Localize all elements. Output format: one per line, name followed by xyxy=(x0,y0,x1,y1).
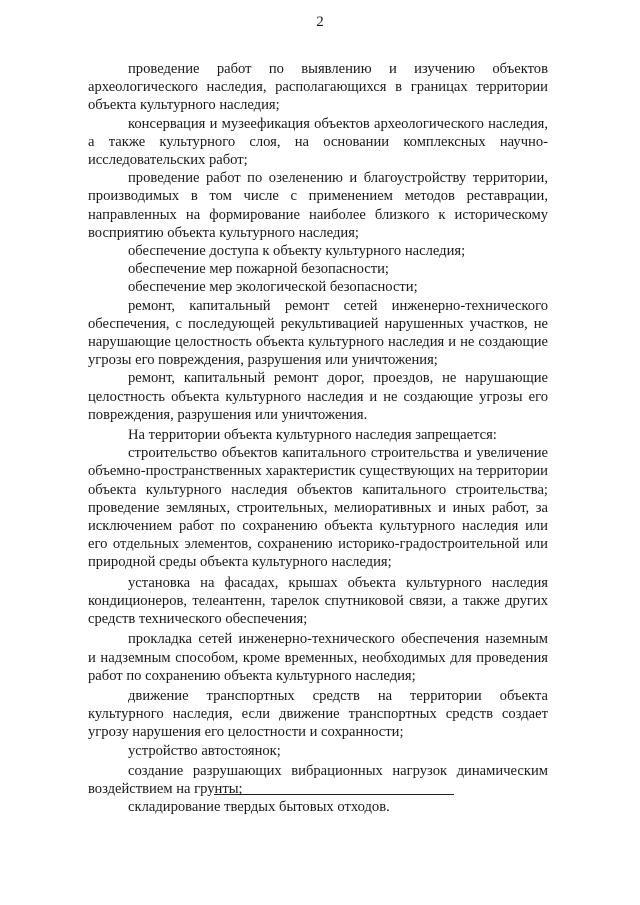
paragraph-landscaping: проведение работ по озеленению и благоустройству территории, производимых в том числе с применением методов реставрации, направленных на формирование наиболее близкого к историческому восприятию объекта культурного наследия; xyxy=(88,170,548,241)
paragraph-utility-networks-repair: ремонт, капитальный ремонт сетей инженерно-технического обеспечения, с последующей рекультивацией нарушенных участков, не нарушающие целостность объекта культурного наследия и не создающие угрозы его повреждения, разрушения или уничтожения; xyxy=(88,297,548,369)
paragraph-ecology-safety: обеспечение мер экологической безопасности; xyxy=(128,279,418,296)
paragraph-access: обеспечение доступа к объекту культурного наследия; xyxy=(128,243,466,260)
paragraph-archaeology-research: проведение работ по выявлению и изучению объектов археологического наследия, располагающихся в границах территории объекта культурного наследия; xyxy=(88,61,548,114)
paragraph-conservation: консервация и музеефикация объектов археологического наследия, а также культурного слоя, на основании комплексных научно-исследовательских работ; xyxy=(88,115,548,169)
paragraph-parking-ban: устройство автостоянок; xyxy=(128,742,281,759)
closing-rule xyxy=(214,794,454,795)
paragraph-facade-equipment-ban: установка на фасадах, крышах объекта культурного наследия кондиционеров, телеантенн, тарелок спутниковой связи, а также других средств технического обеспечения; xyxy=(88,574,548,628)
paragraph-traffic-ban: движение транспортных средств на территории объекта культурного наследия, если движение транспортных средств создает угрозу нарушения его целостности и сохранности; xyxy=(88,687,548,741)
paragraph-construction-ban: строительство объектов капитального строительства и увеличение объемно-пространственных характеристик существующих на территории объекта культурного наследия объектов капитального строительства; проведение земляных, строительных, мелиоративных и иных работ, за исключением работ по сохранению объекта культурного наследия или его отдельных элементов, сохранению историко-градостроительной или природной среды объекта культурного наследия; xyxy=(88,445,548,571)
paragraph-waste-ban: складирование твердых бытовых отходов. xyxy=(128,799,390,816)
paragraph-roads-repair: ремонт, капитальный ремонт дорог, проездов, не нарушающие целостность объекта культурного наследия и не создающие угрозы его повреждения, разрушения или уничтожения. xyxy=(88,370,548,423)
paragraph-networks-laying-ban: прокладка сетей инженерно-технического обеспечения наземным и надземным способом, кроме временных, необходимых для проведения работ по сохранению объекта культурного наследия; xyxy=(88,631,548,684)
document-body xyxy=(88,60,548,816)
paragraph-vibration-ban: создание разрушающих вибрационных нагрузок динамическим воздействием на грунты; xyxy=(88,762,548,797)
paragraph-prohibitions-heading: На территории объекта культурного наследия запрещается: xyxy=(128,427,497,444)
page-number: 2 xyxy=(316,14,324,30)
paragraph-fire-safety: обеспечение мер пожарной безопасности; xyxy=(128,261,389,278)
